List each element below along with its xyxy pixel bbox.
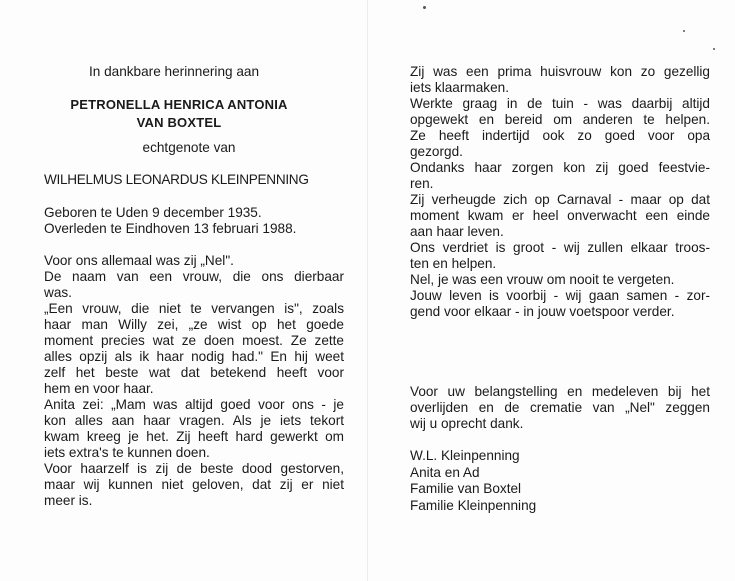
text-line: iets extra's te kunnen doen.: [44, 445, 210, 460]
text-line: kwam kreeg je het. Zij heeft hard gewerkt om: [44, 429, 344, 444]
text-line: Voor ons allemaal was zij „Nel".: [44, 253, 234, 268]
poem-line: Zij verheugde zich op Carnaval - maar op dat: [410, 192, 710, 207]
intro-text: In dankbare herinnering aan: [88, 64, 260, 79]
text-line: alles opzij als ik haar nodig had." En hij weet: [44, 349, 344, 364]
print-speck: [683, 30, 685, 32]
text-line: De naam van een vrouw, die ons dierbaar: [44, 269, 344, 284]
thanks-line: Voor uw belangstelling en medeleven bij het: [410, 384, 710, 399]
poem-line: Zij was een prima huisvrouw kon zo gezellig: [410, 64, 710, 79]
thanks-line: overlijden en de crematie van „Nel" zeggen: [410, 400, 710, 415]
print-speck: [423, 6, 426, 9]
poem-line: gend voor elkaar - in jouw voetspoor verder.: [410, 304, 675, 319]
signature-line: Familie Kleinpenning: [410, 497, 537, 513]
signature-line: Anita en Ad: [410, 464, 480, 480]
left-column: [44, 64, 344, 509]
thanks-line: wij u oprecht dank.: [410, 416, 524, 431]
text-line: was.: [44, 285, 72, 300]
poem-line: aan haar leven.: [410, 224, 504, 239]
poem-line: ren.: [410, 176, 434, 191]
poem-line: Nel, je was een vrouw om nooit te vergeten.: [410, 272, 675, 287]
text-line: kon alles aan haar vragen. Als je iets tekort: [44, 413, 344, 428]
text-line: moment precies wat ze doen moest. Ze zette: [44, 333, 344, 348]
text-line: meer is.: [44, 493, 93, 508]
thanks-text: [410, 384, 710, 432]
poem-line: Jouw leven is voorbij - wij gaan samen - zor-: [410, 288, 710, 303]
birth-line: Geboren te Uden 9 december 1935.: [44, 205, 262, 220]
spouse-intro: echtgenote van: [142, 140, 236, 155]
text-line: hem en voor haar.: [44, 381, 154, 396]
text-line: Anita zei: „Mam was altijd goed voor ons - je: [44, 397, 344, 412]
signature-line: Familie van Boxtel: [410, 481, 522, 496]
text-line: Voor haarzelf is zij de beste dood gestorven,: [44, 461, 344, 476]
poem-line: Ondanks haar zorgen kon zij goed feestvie-: [410, 160, 710, 175]
right-column: [410, 64, 710, 514]
poem-line: Werkte graag in de tuin - was daarbij altijd: [410, 96, 710, 111]
poem-line: iets klaarmaken.: [410, 80, 509, 95]
text-line: zelf het beste wat dat betekend heeft voor: [44, 365, 344, 380]
fold-line: [367, 0, 368, 581]
poem-line: opgewekt en bereid om anderen te helpen.: [410, 112, 710, 127]
poem-line: Ons verdriet is groot - wij zullen elkaar troos-: [410, 240, 710, 255]
signatures: [410, 448, 710, 514]
spouse-name: WILHELMUS LEONARDUS KLEINPENNING: [44, 172, 309, 187]
tribute-text: [44, 253, 344, 509]
death-line: Overleden te Eindhoven 13 februari 1988.: [44, 221, 297, 236]
poem-line: gezorgd.: [410, 144, 463, 159]
signature-line: W.L. Kleinpenning: [410, 448, 520, 463]
text-line: „Een vrouw, die niet te vervangen is", zoals: [44, 301, 344, 316]
poem-line: moment kwam er heel onverwacht een einde: [410, 208, 710, 223]
deceased-name-line1: PETRONELLA HENRICA ANTONIA: [70, 97, 288, 112]
text-line: haar man Willy zei, „ze wist op het goede: [44, 317, 344, 332]
text-line: maar wij kunnen niet geloven, dat zij er niet: [44, 477, 344, 492]
poem-line: Ze heeft indertijd ook zo goed voor opa: [410, 128, 710, 143]
deceased-name-line2: VAN BOXTEL: [136, 115, 222, 130]
poem-text: [410, 64, 710, 320]
print-speck: [713, 48, 715, 50]
poem-line: ten en helpen.: [410, 256, 497, 271]
